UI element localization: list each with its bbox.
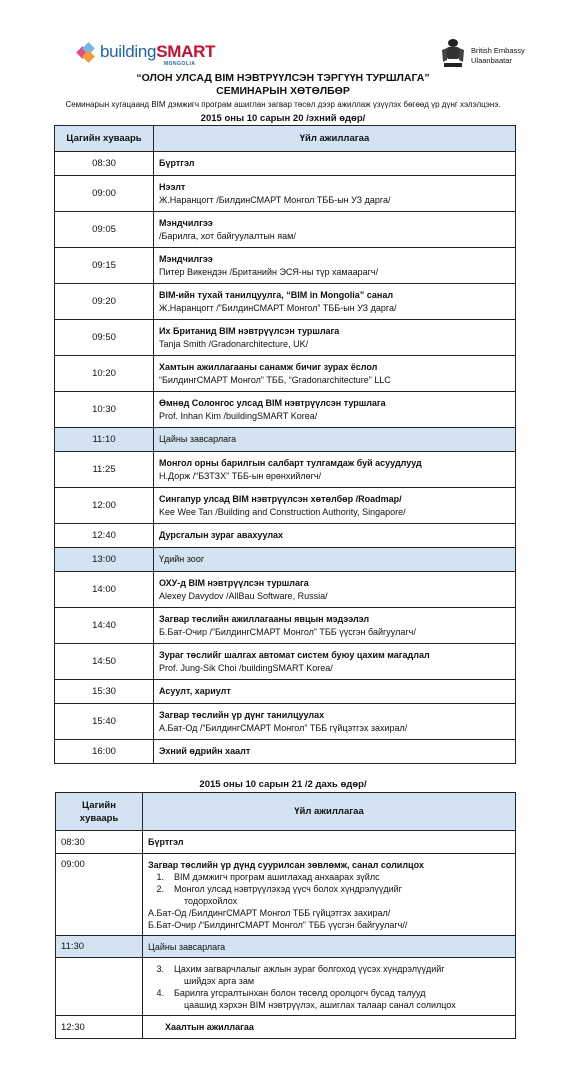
- embassy-city: Ulaanbaatar: [471, 56, 512, 65]
- row-activity: [154, 428, 516, 452]
- row-activity: [154, 644, 516, 680]
- table-row: [55, 248, 516, 284]
- table-row: [55, 608, 516, 644]
- table-header-row: [55, 126, 516, 152]
- activity-speaker: Tanja Smith /Gradonarchitecture, UK/: [159, 338, 309, 349]
- table-row: [55, 488, 516, 524]
- program-title: СЕМИНАРЫН ХӨТӨЛБӨР: [216, 85, 350, 97]
- table-header-row: [56, 793, 516, 831]
- row-time: 14:00: [55, 572, 154, 608]
- activity-speaker: Ж.Наранцогт /БилдинСМАРТ Монгол ТББ-ын УЗ дарга/: [159, 194, 391, 205]
- col-header-activity: Үйл ажиллагаа: [143, 793, 516, 831]
- col-header-time: Цагийн хуваарь: [55, 126, 154, 152]
- row-activity: [154, 488, 516, 524]
- activity-title: Загвар төслийн ажиллагааны явцын мэдээлэл: [159, 613, 370, 624]
- table-row: [55, 176, 516, 212]
- row-time: 09:20: [55, 284, 154, 320]
- activity-speaker: Prof. Inhan Kim /buildingSMART Korea/: [159, 410, 318, 421]
- table-row: [56, 1016, 516, 1039]
- row-activity: Загвар төслийн үр дүнд суурилсан зөвлөмж, санал солилцох 1. BIM дэмжигч програм ашиглахад анхаарах зүйлс 2. Монгол улсад нэвтрүүлэхэд үүсч болох хүндрэлүүдийг тодорхойлох А.Бат-Од /БилдингСМАРТ Монгол ТББ гүйцэтгэх захирал/ Б.Бат-Очир /“БилдингСМАРТ Монгол” ТББ үүсгэн байгуулагч//: [143, 854, 516, 936]
- british-embassy-logo: [440, 38, 566, 74]
- row-activity: [154, 572, 516, 608]
- row-time: 12:30: [56, 1016, 143, 1039]
- table-row: [55, 704, 516, 740]
- row-time: 11:25: [55, 452, 154, 488]
- activity-title: Монгол орны барилгын салбарт тулгамдаж буй асуудлууд: [159, 457, 422, 468]
- row-activity: [154, 392, 516, 428]
- row-time: 09:50: [55, 320, 154, 356]
- row-time: 08:30: [56, 831, 143, 854]
- table-row: [55, 572, 516, 608]
- row-activity: [154, 320, 516, 356]
- activity-title: Хамтын ажиллагааны санамж бичиг зурах ёслол: [159, 361, 378, 372]
- row-activity: Хаалтын ажиллагаа: [143, 1016, 516, 1039]
- activity-title: BIM-ийн тухай танилцуулга, “BIM in Mongolia” санал: [159, 289, 394, 300]
- activity-speaker: Питер Викендэн /Британийн ЭСЯ-ны түр хамаарагч/: [159, 266, 379, 277]
- activity-title: Сингапур улсад BIM нэвтрүүлсэн хөтөлбөр /Roadmap/: [159, 493, 402, 504]
- row-time: 09:15: [55, 248, 154, 284]
- activity-title: Зураг төслийг шалгах автомат систем буюу цахим магадлал: [159, 649, 430, 660]
- row-activity: [154, 524, 516, 548]
- table-row: [56, 831, 516, 854]
- table-row: [55, 392, 516, 428]
- table-row: [55, 524, 516, 548]
- row-time: 16:00: [55, 740, 154, 764]
- row-activity: [154, 212, 516, 248]
- row-time: 10:30: [55, 392, 154, 428]
- row-activity: Цайны завсарлага: [143, 936, 516, 958]
- activity-speaker: Kee Wee Tan /Building and Construction Authority, Singapore/: [159, 506, 406, 517]
- row-time: 09:05: [55, 212, 154, 248]
- row-activity: [154, 176, 516, 212]
- table-row: [55, 680, 516, 704]
- activity-title: Загвар төслийн үр дүнг танилцуулах: [159, 709, 325, 720]
- activity-speaker: Alexey Davydov /AllBau Software, Russia/: [159, 590, 328, 601]
- col-header-activity: Үйл ажиллагаа: [154, 126, 516, 152]
- activity-title: Цайны завсарлага: [159, 434, 237, 444]
- day2-title: 2015 оны 10 сарын 21 /2 дахь өдөр/: [199, 779, 367, 790]
- row-activity: [154, 284, 516, 320]
- logo-subtext: MONGOLIA: [164, 61, 196, 67]
- day2-schedule-table: [55, 792, 516, 1039]
- row-activity: [154, 680, 516, 704]
- table-row: [55, 212, 516, 248]
- activity-title: Нээлт: [159, 181, 186, 192]
- table-row-break: [55, 428, 516, 452]
- row-time: 13:00: [55, 548, 154, 572]
- row-activity: Бүртгэл: [143, 831, 516, 854]
- row-time: 15:40: [55, 704, 154, 740]
- activity-title: Үдийн зоог: [159, 554, 205, 564]
- activity-title: Эхний өдрийн хаалт: [159, 746, 251, 756]
- row-time: 09:00: [56, 854, 143, 936]
- seminar-description: Семинарын хугацаанд BIM дэмжигч програм ашиглан загвар төсөл дээр ажиллаж үзүүлэх бөгөөд үр дүнг хэлэлцэнэ.: [65, 100, 501, 109]
- buildingsmart-logo: [76, 40, 216, 70]
- day1-schedule-table: [54, 125, 516, 764]
- royal-crest-icon: [440, 38, 466, 70]
- day1-title: 2015 оны 10 сарын 20 /эхний өдөр/: [200, 113, 366, 124]
- activity-speaker: Н.Дорж /“БЗТЗХ” ТББ-ын өрөнхийлөгч/: [159, 470, 322, 481]
- activity-speaker: /Барилга, хот байгуулалтын яам/: [159, 230, 296, 241]
- table-row: [55, 152, 516, 176]
- table-row: [55, 356, 516, 392]
- activity-title: Дурсгалын зураг авахуулах: [159, 530, 284, 540]
- row-activity: [154, 548, 516, 572]
- row-time: 12:00: [55, 488, 154, 524]
- embassy-name: British Embassy: [471, 46, 525, 55]
- seminar-title: “ОЛОН УЛСАД BIM НЭВТРҮҮЛСЭН ТЭРГҮҮН ТУРШЛАГА”: [136, 72, 430, 84]
- activity-title: Мэндчилгээ: [159, 217, 213, 228]
- row-time: 09:00: [55, 176, 154, 212]
- activity-speaker: “БилдингСМАРТ Монгол” ТББ, “Gradonarchitecture” LLC: [159, 374, 391, 385]
- logo-wordmark: buildingSMART: [100, 42, 216, 61]
- table-row: [56, 958, 516, 1016]
- activity-title: Бүртгэл: [159, 158, 195, 168]
- table-row: [55, 284, 516, 320]
- activity-title: ОХУ-д BIM нэвтрүүлсэн туршлага: [159, 577, 309, 588]
- row-activity: [154, 356, 516, 392]
- table-row: [55, 320, 516, 356]
- col-header-time: Цагийн хуваарь: [56, 793, 143, 831]
- table-row-break: [55, 548, 516, 572]
- row-time: 08:30: [55, 152, 154, 176]
- row-time: 10:20: [55, 356, 154, 392]
- activity-speaker: А.Бат-Од /”БилдингСМАРТ Монгол” ТББ гүйцэтгэх захирал/: [159, 722, 408, 733]
- table-row: [55, 740, 516, 764]
- activity-title: Мэндчилгээ: [159, 253, 213, 264]
- activity-speaker: Б.Бат-Очир /”БилдингСМАРТ Монгол” ТББ үүсгэн байгуулагч/: [159, 626, 416, 637]
- table-row: [55, 644, 516, 680]
- table-row: [55, 452, 516, 488]
- row-activity: [154, 452, 516, 488]
- row-activity: [154, 248, 516, 284]
- row-time: 12:40: [55, 524, 154, 548]
- row-activity: [154, 152, 516, 176]
- row-activity: [154, 704, 516, 740]
- row-time: 11:10: [55, 428, 154, 452]
- activity-title: Асуулт, хариулт: [159, 686, 231, 696]
- activity-speaker: Ж.Наранцогт /”БилдинСМАРТ Монгол” ТББ-ын УЗ дарга/: [159, 302, 397, 313]
- row-activity: 3. Цахим загварчлалыг ажлын зураг болгоход үүсэх хүндрэлүүдийг шийдэх арга зам 4. Барилга угсралтынхан болон төсөлд оролцогч бусад талууд цаашид хэрхэн BIM нэвтрүүлэх, ашиглах талаар санал солилцох: [143, 958, 516, 1016]
- activity-speaker: Prof. Jung-Sik Choi /buildingSMART Korea/: [159, 662, 333, 673]
- row-activity: [154, 740, 516, 764]
- row-activity: [154, 608, 516, 644]
- activity-title: Өмнөд Солонгос улсад BIM нэвтрүүлсэн туршлага: [159, 397, 386, 408]
- buildingsmart-mark-icon: [76, 42, 98, 64]
- table-row: [56, 854, 516, 936]
- row-time: 14:50: [55, 644, 154, 680]
- row-time: 15:30: [55, 680, 154, 704]
- row-time: 14:40: [55, 608, 154, 644]
- activity-title: Их Британид BIM нэвтрүүлсэн туршлага: [159, 325, 340, 336]
- table-row-break: [56, 936, 516, 958]
- row-time: 11:30: [56, 936, 143, 958]
